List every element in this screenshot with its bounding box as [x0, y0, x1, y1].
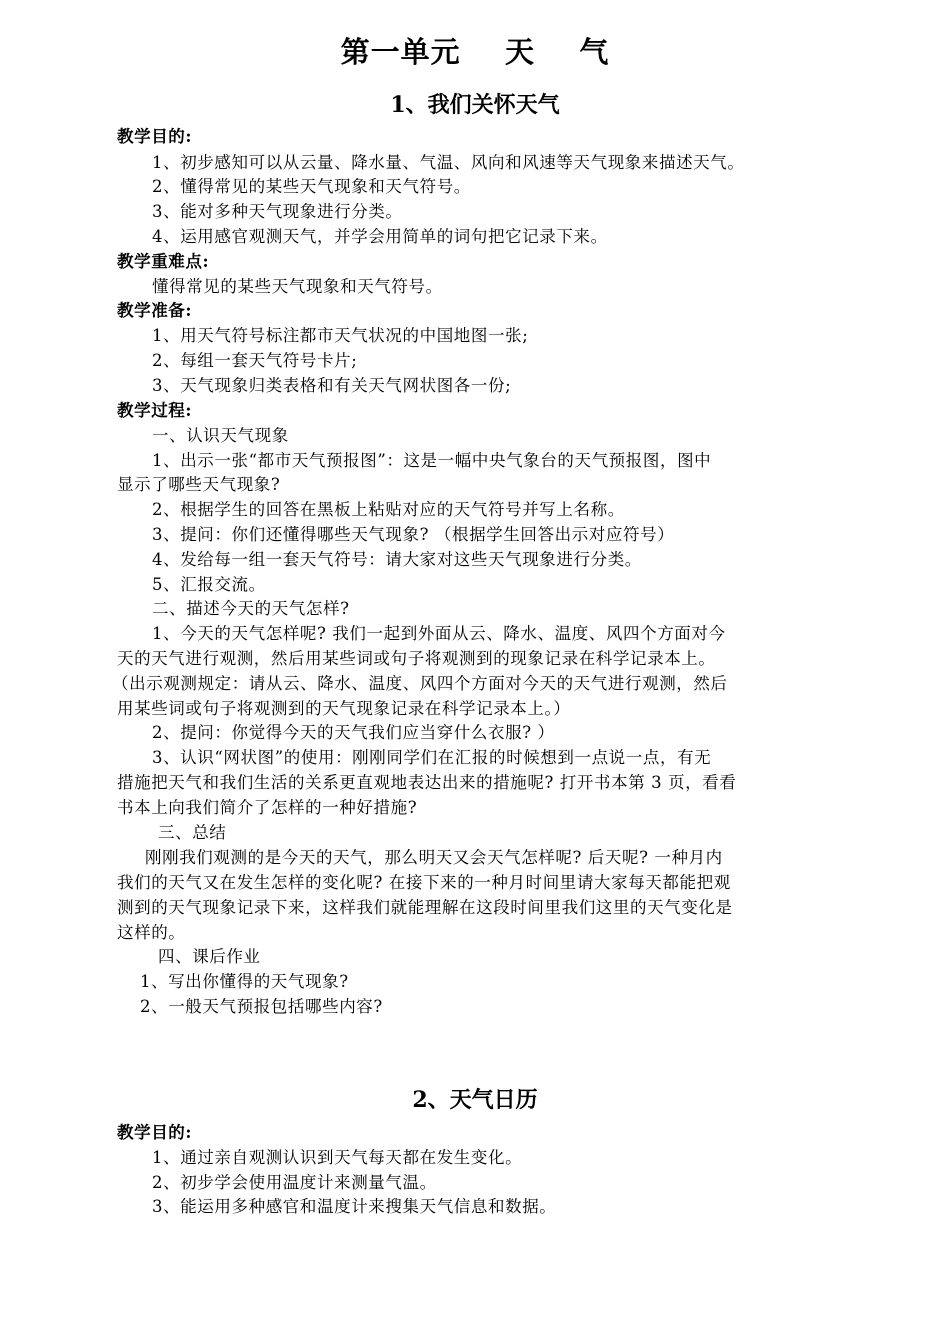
process-line: 措施把天气和我们生活的关系更直观地表达出来的措施呢? 打开书本第 3 页，看看: [117, 773, 737, 792]
process-line: 3、认识“网状图”的使用：刚刚同学们在汇报的时候想到一点说一点，有无: [152, 748, 712, 767]
process-line: 2、根据学生的回答在黑板上粘贴对应的天气符号并写上名称。: [152, 500, 625, 519]
process-line: 2、提问：你觉得今天的天气我们应当穿什么衣服? ）: [152, 723, 555, 742]
keypoints-text: 懂得常见的某些天气现象和天气符号。: [152, 277, 443, 296]
lesson1-keypoints-heading: 教学重难点:: [117, 252, 210, 271]
objective-item: 2、懂得常见的某些天气现象和天气符号。: [152, 177, 471, 196]
lesson1-prep-heading: 教学准备:: [117, 301, 193, 320]
process-section-heading: 三、总结: [158, 823, 227, 842]
objective-item: 1、通过亲自观测认识到天气每天都在发生变化。: [152, 1148, 523, 1167]
prep-item: 1、用天气符号标注都市天气状况的中国地图一张;: [152, 326, 529, 345]
process-line: （出示观测规定：请从云、降水、温度、风四个方面对今天的天气进行观测，然后: [112, 674, 728, 693]
objective-item: 3、能运用多种感官和温度计来搜集天气信息和数据。: [152, 1197, 557, 1216]
lesson1-process-heading: 教学过程:: [117, 401, 193, 420]
process-line: 3、提问：你们还懂得哪些天气现象? （根据学生回答出示对应符号）: [152, 525, 675, 544]
process-line: 书本上向我们简介了怎样的一种好措施?: [117, 798, 418, 817]
process-line: 刚刚我们观测的是今天的天气，那么明天又会天气怎样呢? 后天呢? 一种月内: [145, 848, 723, 867]
process-line: 5、汇报交流。: [152, 575, 266, 594]
process-line: 测到的天气现象记录下来，这样我们就能理解在这段时间里我们这里的天气变化是: [117, 898, 733, 917]
prep-item: 3、天气现象归类表格和有关天气网状图各一份;: [152, 376, 512, 395]
process-line: 2、一般天气预报包括哪些内容?: [140, 997, 383, 1016]
process-section-heading: 四、课后作业: [158, 947, 261, 966]
lesson2-objectives-heading: 教学目的:: [117, 1123, 193, 1142]
lesson1-objectives-heading: 教学目的:: [117, 127, 193, 146]
process-line: 1、今天的天气怎样呢? 我们一起到外面从云、降水、温度、风四个方面对今: [152, 624, 726, 643]
process-section-heading: 一、认识天气现象: [152, 426, 289, 445]
objective-item: 2、初步学会使用温度计来测量气温。: [152, 1173, 437, 1192]
process-line: 我们的天气又在发生怎样的变化呢? 在接下来的一种月时间里请大家每天都能把观: [117, 873, 731, 892]
process-line: 1、出示一张“都市天气预报图”：这是一幅中央气象台的天气预报图，图中: [152, 451, 712, 470]
lesson2-title: 2、天气日历: [412, 1087, 538, 1113]
objective-item: 4、运用感官观测天气，并学会用简单的词句把它记录下来。: [152, 227, 608, 246]
process-line: 1、写出你懂得的天气现象?: [140, 972, 349, 991]
lesson1-title: 1、我们关怀天气: [390, 92, 560, 118]
objective-item: 1、初步感知可以从云量、降水量、气温、风向和风速等天气现象来描述天气。: [152, 153, 745, 172]
process-line: 显示了哪些天气现象?: [117, 475, 281, 494]
process-line: 天的天气进行观测，然后用某些词或句子将观测到的现象记录在科学记录本上。: [117, 649, 716, 668]
process-section-heading: 二、描述今天的天气怎样?: [152, 599, 350, 618]
process-line: 4、发给每一组一套天气符号：请大家对这些天气现象进行分类。: [152, 550, 642, 569]
unit-title: 第一单元 天 气: [340, 35, 610, 69]
objective-item: 3、能对多种天气现象进行分类。: [152, 202, 403, 221]
prep-item: 2、每组一套天气符号卡片;: [152, 351, 358, 370]
process-line: 用某些词或句子将观测到的天气现象记录在科学记录本上。）: [117, 699, 571, 718]
process-line: 这样的。: [117, 923, 186, 942]
